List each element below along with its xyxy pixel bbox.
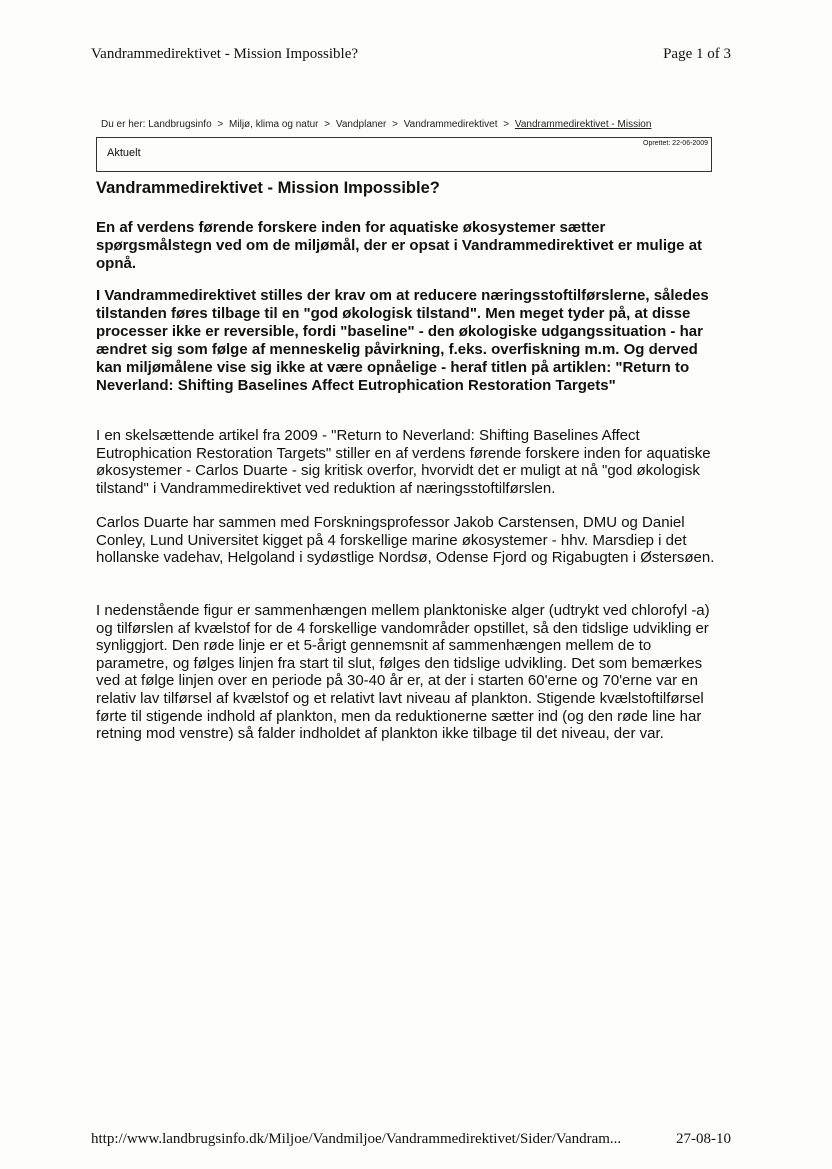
article-lead-1: En af verdens førende forskere inden for aquatiske økosystemer sætter spørgsmålstegn ved om de miljømål, der er opsat i Vandrammedirektivet er mulige at opnå.	[96, 219, 703, 272]
print-header-title: Vandrammedirektivet - Mission Impossible?	[91, 46, 359, 62]
category-label: Aktuelt	[107, 147, 141, 159]
print-footer-url: http://www.landbrugsinfo.dk/Miljoe/Vandmiljoe/Vandrammedirektivet/Sider/Vandram...	[91, 1131, 622, 1147]
breadcrumb-separator: >	[324, 119, 331, 130]
article-paragraph-3: I nedenstående figur er sammenhængen mellem planktoniske alger (udtrykt ved chlorofyl -a) og tilførslen af kvælstof for de 4 forskellige vandområder opstillet, så den tidslige udvikling er synliggjort. Den røde linje er et 5-årigt gennemsnit af sammenhængen mellem de to parametre, og følges linjen fra start til slut, følges den tidslige udvikling. Det som bemærkes ved at følge linjen over en periode på 30-40 år er, at der i starten 60'erne og 70'erne var en relativ lav tilførsel af kvælstof og et relativt lavt niveau af plankton. Stigende kvælstoftilførsel førte til stigende indhold af plankton, men da reduktionerne sætter ind (og den røde line har retning mod venstre) så falder indholdet af plankton ikke tilbage til det niveau, der var.	[96, 602, 710, 743]
article-paragraph-2: Carlos Duarte har sammen med Forskningsprofessor Jakob Carstensen, DMU og Daniel Conley, Lund Universitet kigget på 4 forskellige marine økosystemer - hhv. Marsdiep i det hollanske vadehav, Helgoland i sydøstlige Nordsø, Odense Fjord og Rigabugten i Østersøen.	[96, 514, 715, 567]
print-footer-date: 27-08-10	[676, 1131, 731, 1147]
breadcrumb-item-landbrugsinfo[interactable]: Landbrugsinfo	[148, 119, 212, 130]
breadcrumb-separator: >	[217, 119, 224, 130]
article-lead-2: I Vandrammedirektivet stilles der krav om at reducere næringsstoftilførslerne, således tilstanden føres tilbage til en "god økologisk tilstand". Men meget tyder på, at disse processer ikke er reversible, fordi "baseline" - den økologiske udgangssituation - har ændret sig som følge af menneskelig påvirkning, f.eks. overfiskning m.m. Og derved kan miljømålene vise sig ikke at være opnåelige - heraf titlen på artiklen: "Return to Neverland: Shifting Baselines Affect Eutrophication Restoration Targets"	[96, 287, 709, 394]
breadcrumb-item-miljo[interactable]: Miljø, klima og natur	[229, 119, 319, 130]
breadcrumb-separator: >	[392, 119, 398, 130]
category-box	[96, 137, 712, 172]
breadcrumb-prefix: Du er her:	[101, 119, 146, 130]
breadcrumb-separator: >	[503, 119, 510, 130]
article-paragraph-1: I en skelsættende artikel fra 2009 - "Return to Neverland: Shifting Baselines Affect Eutrophication Restoration Targets" stiller en af verdens førende forskere inden for aquatiske økosystemer - Carlos Duarte - sig kritisk overfor, hvorvidt det er muligt at nå "god økologisk tilstand" i Vandrammedirektivet ved reduktion af næringsstoftilførslen.	[96, 427, 711, 497]
breadcrumb-item-vandplaner[interactable]: Vandplaner	[335, 119, 387, 130]
breadcrumb	[101, 119, 701, 130]
breadcrumb-item-current[interactable]: Vandrammedirektivet - Mission	[514, 119, 652, 130]
created-date: Oprettet: 22-06-2009	[643, 140, 708, 147]
print-page-number: Page 1 of 3	[663, 46, 731, 62]
breadcrumb-item-vandrammedirektivet[interactable]: Vandrammedirektivet	[403, 119, 498, 130]
article-title: Vandrammedirektivet - Mission Impossible?	[96, 179, 440, 197]
